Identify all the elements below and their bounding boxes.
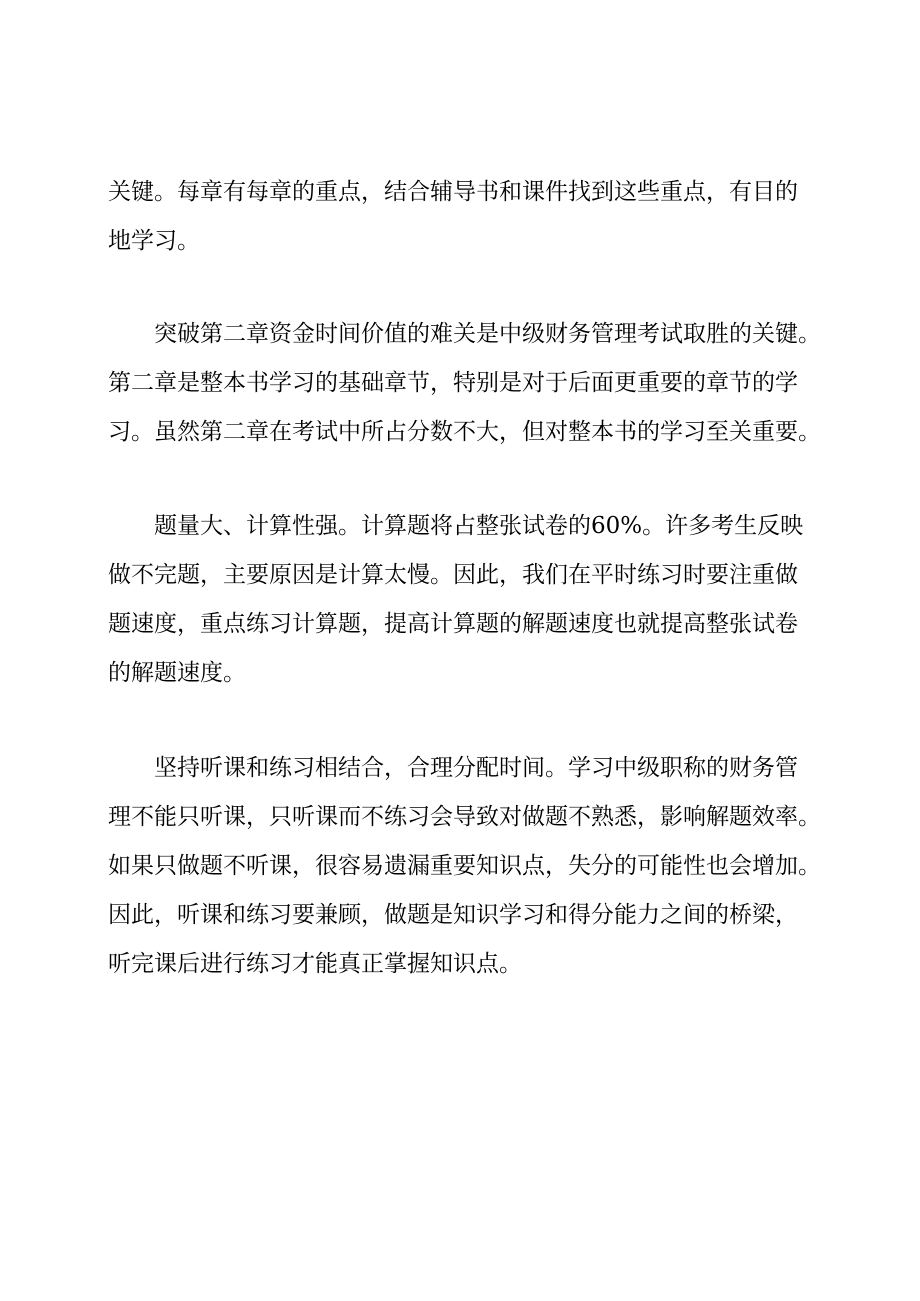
- paragraph-1-line-2: 地学习。: [108, 228, 200, 254]
- paragraph-2-line-3: 习。虽然第二章在考试中所占分数不大，但对整本书的学习至关重要。: [108, 419, 821, 445]
- paragraph-3-line-2: 做不完题，主要原因是计算太慢。因此，我们在平时练习时要注重做: [108, 562, 798, 588]
- paragraph-3-line-4: 的解题速度。: [108, 660, 246, 686]
- paragraph-3-line-1: 题量大、计算性强。计算题将占整张试卷的60%。许多考生反映: [154, 513, 804, 539]
- paragraph-2-line-2: 第二章是整本书学习的基础章节，特别是对于后面更重要的章节的学: [108, 370, 798, 396]
- paragraph-4-line-3: 如果只做题不听课，很容易遗漏重要知识点，失分的可能性也会增加。: [108, 853, 821, 879]
- paragraph-1-line-1: 关键。每章有每章的重点，结合辅导书和课件找到这些重点，有目的: [108, 179, 798, 205]
- paragraph-3-line-3: 题速度，重点练习计算题，提高计算题的解题速度也就提高整张试卷: [108, 611, 798, 637]
- paragraph-4-line-2: 理不能只听课，只听课而不练习会导致对做题不熟悉，影响解题效率。: [108, 804, 821, 830]
- paragraph-2-line-1: 突破第二章资金时间价值的难关是中级财务管理考试取胜的关键。: [154, 321, 821, 347]
- paragraph-4-line-1: 坚持听课和练习相结合，合理分配时间。学习中级职称的财务管: [154, 755, 798, 781]
- paragraph-4-line-4: 因此，听课和练习要兼顾，做题是知识学习和得分能力之间的桥梁，: [108, 902, 798, 928]
- paragraph-4-line-5: 听完课后进行练习才能真正掌握知识点。: [108, 951, 522, 977]
